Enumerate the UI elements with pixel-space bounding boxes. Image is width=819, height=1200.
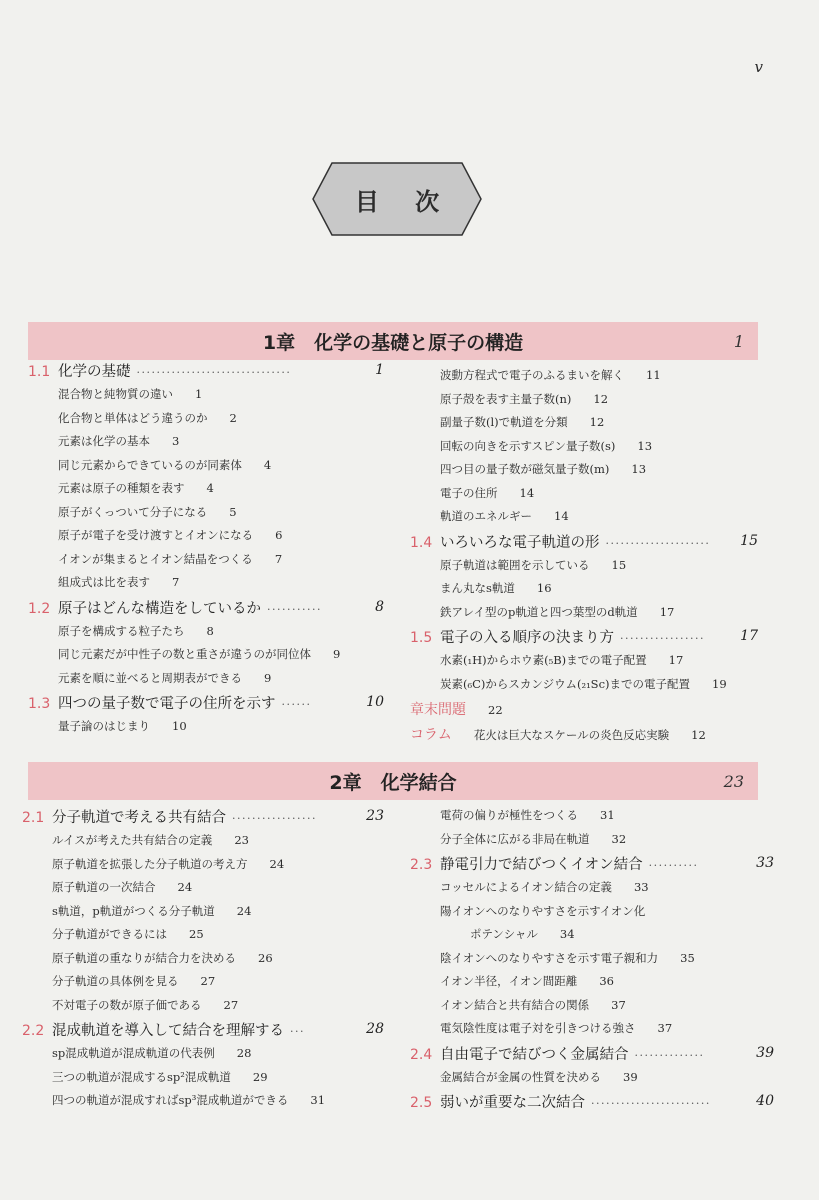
subsection-title: 化合物と単体はどう違うのか (58, 410, 208, 425)
section-number: 2.1 (22, 810, 45, 826)
extra-label: 章末問題 (410, 702, 466, 718)
subsection-page: 6 (275, 528, 283, 542)
leader-dots: ················· (620, 632, 705, 645)
leader-dots: ························ (591, 1097, 711, 1110)
toc-title-banner (312, 162, 482, 236)
toc-subsection-entry[interactable] (22, 876, 384, 900)
toc-subsection-entry[interactable] (28, 524, 384, 548)
subsection-title: 電荷の偏りが極性をつくる (440, 808, 578, 822)
chapter-2-left-column (22, 804, 384, 1113)
toc-subsection-entry[interactable] (22, 923, 384, 947)
toc-subsection-entry[interactable] (410, 505, 758, 529)
section-page: 17 (740, 628, 758, 644)
subsection-title: 同じ元素だが中性子の数と重さが違うのが同位体 (58, 647, 311, 661)
subsection-title: 同じ元素からできているのが同素体 (58, 457, 242, 472)
subsection-title: 分子軌道ができるには (52, 927, 167, 941)
section-number: 1.4 (410, 534, 433, 551)
section-page: 15 (740, 532, 758, 549)
subsection-page: 32 (611, 831, 627, 846)
subsection-page: 37 (657, 1021, 673, 1035)
subsection-page: 1 (195, 387, 203, 401)
subsection-page: 27 (200, 974, 216, 988)
toc-section-entry[interactable] (28, 358, 384, 383)
toc-extra-entry[interactable] (410, 721, 758, 746)
subsection-title: イオン結合と共有結合の関係 (440, 997, 590, 1012)
chapter-2-title: 2章 化学結合 (329, 771, 457, 794)
subsection-page: 12 (589, 415, 605, 429)
subsection-page: 4 (206, 481, 214, 495)
subsection-title: 回転の向きを示すスピン量子数(s) (440, 438, 616, 453)
subsection-title: 分子全体に広がる非局在軌道 (440, 831, 590, 846)
chapter-1-left-column (28, 358, 384, 739)
subsection-title: コッセルによるイオン結合の定義 (440, 880, 612, 894)
toc-subsection-entry[interactable] (410, 1066, 774, 1090)
section-page: 1 (375, 362, 384, 378)
subsection-title: 元素を順に並べると周期表ができる (58, 670, 242, 685)
section-title: いろいろな電子軌道の形 (440, 534, 600, 551)
subsection-page: 16 (536, 581, 552, 595)
subsection-page: 24 (236, 903, 252, 918)
subsection-title: 不対電子の数が原子価である (52, 997, 202, 1012)
toc-subsection-entry[interactable] (410, 804, 774, 828)
toc-subsection-entry[interactable] (22, 1042, 384, 1066)
toc-subsection-entry[interactable] (410, 900, 774, 924)
toc-subsection-entry[interactable] (410, 601, 758, 625)
chapter-1-header[interactable] (28, 322, 758, 360)
toc-section-entry[interactable] (410, 1041, 774, 1066)
toc-subsection-entry[interactable] (22, 853, 384, 877)
subsection-title: ルイスが考えた共有結合の定義 (52, 833, 213, 847)
subsection-page: 13 (637, 438, 653, 453)
subsection-page: 17 (668, 653, 684, 667)
section-page: 10 (366, 694, 384, 710)
leader-dots: ·········· (648, 859, 699, 872)
section-title: 電子の入る順序の決まり方 (440, 630, 614, 646)
toc-subsection-entry[interactable] (28, 430, 384, 454)
section-number: 1.1 (28, 364, 51, 380)
subsection-page: 24 (177, 880, 193, 894)
subsection-page: 9 (333, 647, 341, 661)
section-number: 1.3 (28, 696, 51, 712)
chapter-1-title: 1章 化学の基礎と原子の構造 (262, 331, 524, 354)
toc-section-entry[interactable] (410, 529, 758, 554)
leader-dots: ······ (281, 698, 312, 711)
toc-subsection-entry[interactable] (22, 1089, 384, 1113)
subsection-page: 11 (646, 368, 661, 382)
toc-section-entry[interactable] (28, 595, 384, 620)
toc-section-entry[interactable] (410, 624, 758, 649)
section-title: 分子軌道で考える共有結合 (52, 810, 226, 826)
toc-subsection-entry[interactable] (410, 947, 774, 971)
toc-subsection-entry[interactable] (22, 970, 384, 994)
subsection-title: sp混成軌道が混成軌道の代表例 (52, 1046, 215, 1060)
toc-subsection-entry[interactable] (28, 667, 384, 691)
subsection-page: 17 (659, 604, 675, 619)
subsection-title: 陽イオンへのなりやすさを示すイオン化 (440, 903, 646, 918)
extra-label: コラム (410, 727, 452, 743)
subsection-title: 水素(₁H)からホウ素(₅B)までの電子配置 (440, 653, 647, 667)
section-page: 33 (756, 855, 774, 871)
toc-subsection-entry[interactable] (28, 407, 384, 431)
toc-title: 目 次 (354, 187, 454, 216)
subsection-page: 4 (263, 457, 272, 472)
subsection-title: 元素は化学の基本 (58, 434, 150, 448)
leader-dots: ·············· (634, 1048, 705, 1062)
subsection-title: イオンが集まるとイオン結晶をつくる (58, 551, 253, 566)
section-number: 2.4 (410, 1046, 433, 1063)
extra-description: 花火は巨大なスケールの炎色反応実験 (473, 728, 670, 742)
toc-subsection-entry[interactable] (410, 1017, 774, 1041)
subsection-title: 原子軌道の一次結合 (52, 880, 156, 894)
subsection-title: 炭素(₆C)からスカンジウム(₂₁Sc)までの電子配置 (440, 676, 690, 691)
subsection-page: 28 (236, 1046, 252, 1060)
subsection-page: 19 (712, 676, 727, 691)
subsection-title: イオン半径，イオン間距離 (440, 974, 578, 988)
section-title: 静電引力で結びつくイオン結合 (440, 857, 643, 873)
leader-dots: ················· (232, 812, 317, 825)
subsection-page: 27 (223, 997, 239, 1012)
subsection-title: 原子軌道の重なりが結合力を決める (52, 950, 236, 965)
subsection-title: 原子が電子を受け渡すとイオンになる (58, 528, 254, 542)
subsection-page: 36 (599, 974, 614, 988)
subsection-title: 鉄アレイ型のp軌道と四つ葉型のd軌道 (440, 604, 638, 619)
section-page: 40 (756, 1093, 774, 1109)
toc-subsection-entry[interactable] (410, 364, 758, 388)
subsection-page: 26 (258, 950, 273, 965)
section-title: 混成軌道を導入して結合を理解する (52, 1023, 284, 1039)
toc-subsection-entry[interactable] (410, 994, 774, 1018)
leader-dots: ····················· (605, 536, 711, 550)
subsection-page: 29 (252, 1069, 268, 1084)
page-number: v (754, 58, 763, 76)
subsection-title: 分子軌道の具体例を見る (52, 974, 179, 988)
leader-dots: ··········· (267, 602, 322, 616)
toc-subsection-entry[interactable] (410, 388, 758, 412)
subsection-page: 24 (269, 856, 285, 871)
subsection-title: まん丸なs軌道 (440, 581, 515, 595)
toc-subsection-entry[interactable] (410, 876, 774, 900)
subsection-page: 7 (172, 575, 180, 589)
subsection-page: 2 (229, 410, 237, 425)
toc-subsection-entry[interactable] (28, 571, 384, 595)
subsection-title: ポテンシャル (470, 927, 538, 941)
subsection-title: 組成式は比を表す (58, 575, 150, 589)
chapter-2-right-column (410, 804, 774, 1114)
toc-subsection-entry[interactable] (410, 673, 758, 697)
toc-subsection-entry[interactable] (28, 454, 384, 478)
subsection-page: 13 (631, 462, 647, 476)
toc-subsection-entry[interactable] (28, 643, 384, 667)
subsection-title: 軌道のエネルギー (440, 509, 532, 523)
subsection-page: 33 (633, 880, 649, 894)
chapter-1-page: 1 (733, 331, 744, 351)
section-number: 1.5 (410, 630, 433, 646)
section-page: 8 (375, 598, 384, 615)
toc-subsection-entry[interactable] (410, 554, 758, 578)
toc-section-entry[interactable] (22, 804, 384, 829)
subsection-title: 原子を構成する粒子たち (58, 623, 185, 638)
subsection-title: 原子軌道は範囲を示している (440, 557, 590, 572)
leader-dots: ······························· (136, 366, 292, 379)
toc-subsection-entry[interactable] (410, 458, 758, 482)
section-title: 弱いが重要な二次結合 (440, 1095, 585, 1111)
subsection-title: 電気陰性度は電子対を引きつける強さ (440, 1021, 636, 1035)
subsection-page: 7 (274, 551, 283, 566)
section-title: 原子はどんな構造をしているか (58, 600, 261, 617)
subsection-title: 原子殻を表す主量子数(n) (440, 391, 572, 406)
subsection-title: 三つの軌道が混成するsp²混成軌道 (52, 1069, 231, 1084)
extra-page: 22 (488, 703, 503, 717)
toc-subsection-entry[interactable] (22, 994, 384, 1018)
subsection-page: 37 (611, 997, 626, 1012)
subsection-title: 金属結合が金属の性質を決める (440, 1069, 601, 1084)
subsection-page: 8 (206, 623, 214, 638)
subsection-page: 14 (554, 509, 569, 523)
toc-subsection-entry[interactable] (22, 900, 384, 924)
subsection-page: 12 (593, 391, 609, 406)
subsection-title: 量子論のはじまり (58, 719, 150, 733)
section-number: 2.5 (410, 1095, 433, 1111)
subsection-page: 39 (623, 1069, 638, 1084)
toc-subsection-entry[interactable] (410, 577, 758, 601)
toc-section-entry[interactable] (410, 1089, 774, 1114)
chapter-2-page: 23 (723, 771, 744, 791)
toc-subsection-entry[interactable] (28, 383, 384, 407)
subsection-title: 電子の住所 (440, 485, 498, 500)
toc-section-entry[interactable] (22, 1017, 384, 1042)
subsection-title: 原子軌道を拡張した分子軌道の考え方 (52, 856, 248, 871)
toc-section-entry[interactable] (28, 690, 384, 715)
subsection-title: s軌道，p軌道がつくる分子軌道 (52, 903, 215, 918)
subsection-title: 原子がくっついて分子になる (58, 504, 208, 519)
section-title: 自由電子で結びつく金属結合 (440, 1046, 629, 1063)
section-title: 四つの量子数で電子の住所を示す (58, 696, 276, 712)
toc-subsection-entry[interactable] (28, 501, 384, 525)
toc-subsection-entry[interactable] (410, 970, 774, 994)
subsection-page: 10 (172, 719, 187, 733)
toc-subsection-entry[interactable] (22, 947, 384, 971)
section-number: 2.2 (22, 1023, 45, 1039)
subsection-page: 25 (189, 927, 204, 941)
subsection-page: 9 (264, 670, 272, 685)
chapter-2-header[interactable] (28, 762, 758, 800)
subsection-title: 四つ目の量子数が磁気量子数(m) (440, 462, 610, 476)
toc-subsection-entry[interactable] (28, 715, 384, 739)
subsection-title: 元素は原子の種類を表す (58, 481, 185, 495)
extra-page: 12 (691, 728, 706, 742)
toc-subsection-entry[interactable] (410, 435, 758, 459)
toc-subsection-entry[interactable] (410, 482, 758, 506)
subsection-page: 31 (600, 808, 615, 822)
toc-subsection-entry[interactable] (410, 923, 774, 947)
subsection-title: 副量子数(l)で軌道を分類 (440, 415, 568, 429)
toc-subsection-entry[interactable] (28, 548, 384, 572)
toc-extra-entry[interactable] (410, 696, 758, 721)
toc-subsection-entry[interactable] (410, 411, 758, 435)
subsection-title: 波動方程式で電子のふるまいを解く (440, 368, 624, 382)
subsection-page: 35 (680, 950, 695, 965)
toc-subsection-entry[interactable] (410, 828, 774, 852)
subsection-page: 34 (559, 927, 575, 941)
section-number: 2.3 (410, 857, 433, 873)
subsection-page: 15 (611, 557, 627, 572)
toc-subsection-entry[interactable] (22, 1066, 384, 1090)
toc-subsection-entry[interactable] (28, 620, 384, 644)
subsection-title: 陰イオンへのなりやすさを示す電子親和力 (440, 950, 659, 965)
chapter-1-right-column (410, 364, 758, 746)
subsection-page: 14 (519, 485, 535, 500)
section-number: 1.2 (28, 600, 51, 617)
subsection-page: 3 (172, 434, 180, 448)
section-page: 28 (366, 1021, 384, 1037)
subsection-page: 5 (229, 504, 237, 519)
subsection-title: 混合物と純物質の違い (58, 387, 173, 401)
section-page: 23 (366, 808, 384, 824)
subsection-page: 31 (310, 1093, 326, 1107)
subsection-title: 四つの軌道が混成すればsp³混成軌道ができる (52, 1093, 289, 1107)
section-title: 化学の基礎 (58, 364, 131, 380)
leader-dots: ··· (290, 1025, 305, 1038)
subsection-page: 23 (234, 833, 249, 847)
toc-subsection-entry[interactable] (410, 649, 758, 673)
toc-subsection-entry[interactable] (22, 829, 384, 853)
toc-section-entry[interactable] (410, 851, 774, 876)
section-page: 39 (756, 1044, 774, 1061)
toc-subsection-entry[interactable] (28, 477, 384, 501)
